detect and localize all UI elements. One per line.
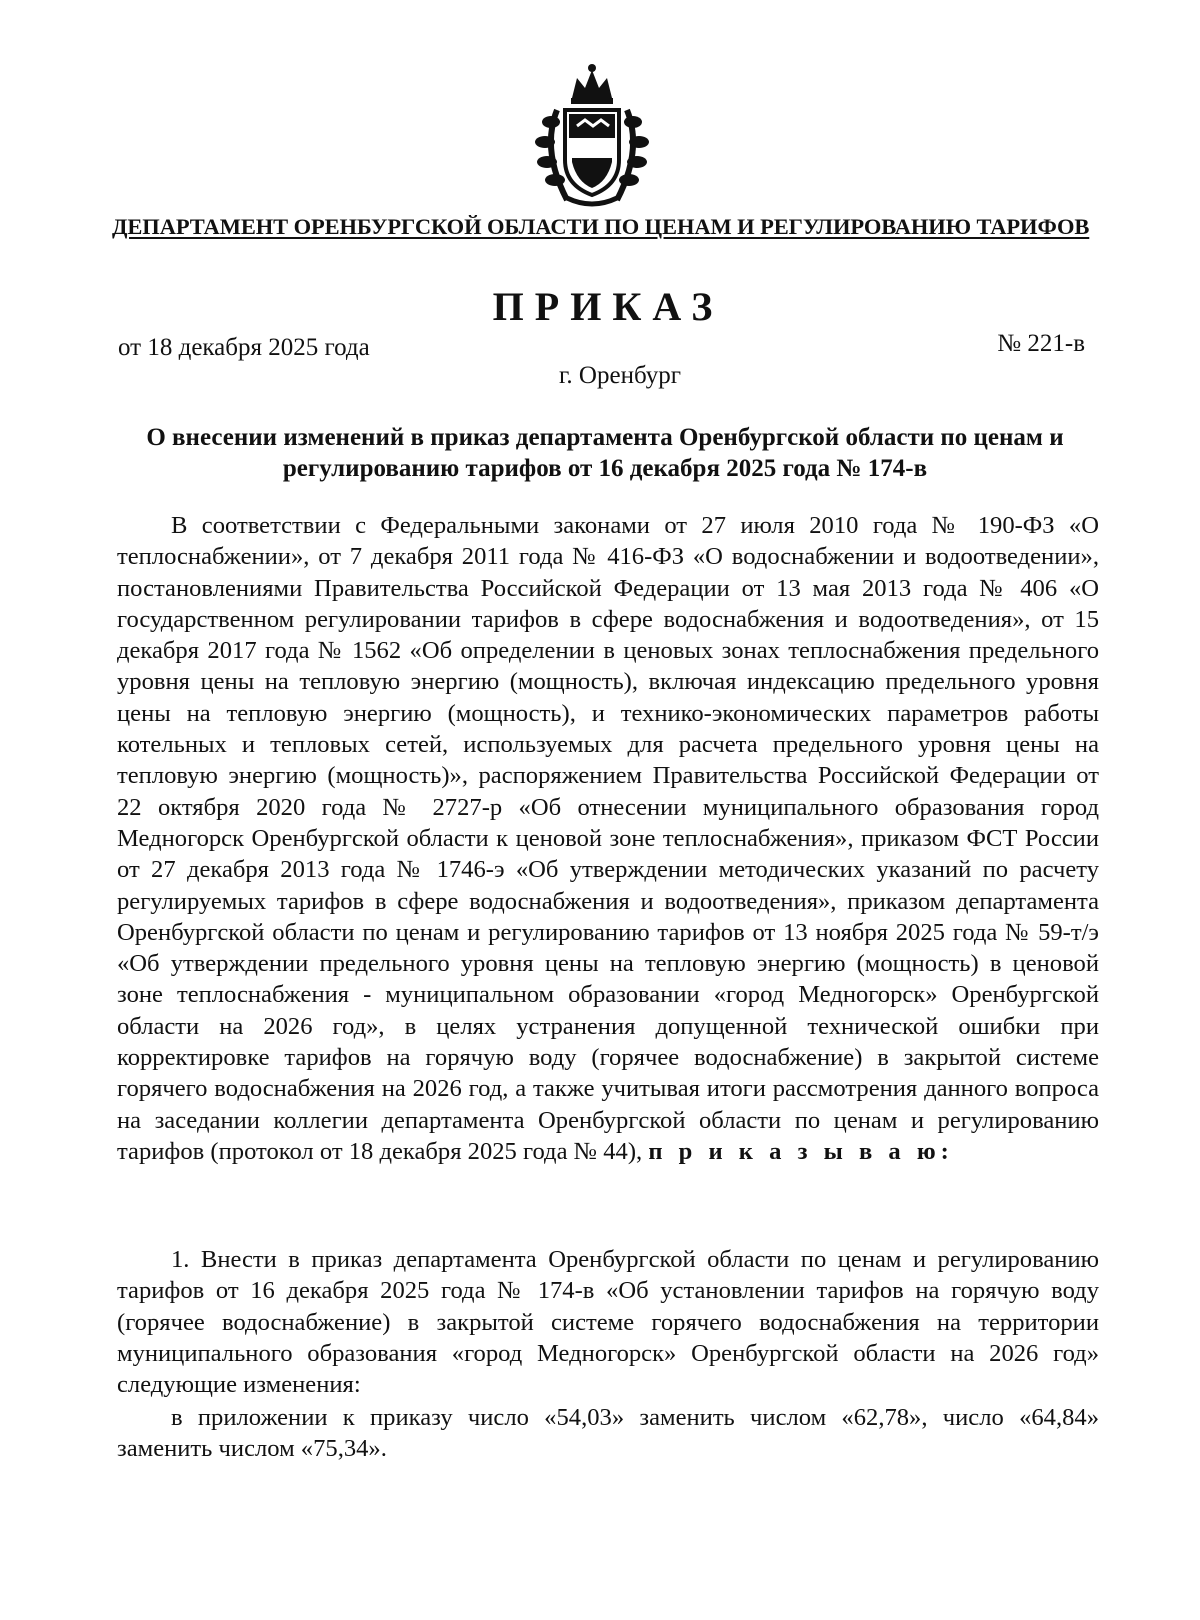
document-type-title: ПРИКАЗ (492, 284, 724, 329)
order-directive: п р и к а з ы в а ю: (648, 1137, 954, 1165)
item-1-paragraph (117, 1244, 1099, 1400)
item-1-text: 1. Внести в приказ департамента Оренбургской области по ценам и регулированию тарифов от 16 декабря 2025 года № 174-в «Об установлении тарифов на горячую воду (горячее водоснабжение) в закрытой системе горячего водоснабжения на территории муниципального образования «город Медногорск» Оренбургской области на 2026 год» следующие изменения: (117, 1246, 1099, 1399)
item-1-change-text: в приложении к приказу число «54,03» заменить числом «62,78», число «64,84» заменить числом «75,34». (117, 1404, 1099, 1463)
order-subject: О внесении изменений в приказ департамента Оренбургской области по ценам и регулированию тарифов от 16 декабря 2025 года № 174-в (146, 424, 1064, 482)
order-city: г. Оренбург (559, 362, 681, 389)
item-1-change-paragraph (117, 1402, 1099, 1465)
preamble-paragraph (117, 510, 1099, 1167)
order-number: № 221-в (997, 330, 1085, 357)
department-name: ДЕПАРТАМЕНТ ОРЕНБУРГСКОЙ ОБЛАСТИ ПО ЦЕНАМ И РЕГУЛИРОВАНИЮ ТАРИФОВ (112, 214, 1090, 239)
preamble-text: В соответствии с Федеральными законами от 27 июля 2010 года № 190-ФЗ «О теплоснабжении», от 7 декабря 2011 года № 416-ФЗ «О водоснабжении и водоотведении», постановлениями Правительства Российской Федерации от 13 мая 2013 года № 406 «О государственном регулировании тарифов в сфере водоснабжения и водоотведения», от 15 декабря 2017 года № 1562 «Об определении в ценовых зонах теплоснабжения предельного уровня цены на тепловую энергию (мощность), включая индексацию предельного уровня цены на тепловую энергию (мощность), и технико-экономических параметров работы котельных и тепловых сетей, используемых для расчета предельного уровня цены на тепловую энергию (мощность)», распоряжением Правительства Российской Федерации от 22 октября 2020 года № 2727-р «Об отнесении муниципального образования город Медногорск Оренбургской области к ценовой зоне теплоснабжения», приказом ФСТ России от 27 декабря 2013 года № 1746-э «Об утверждении методических указаний по расчету регулируемых тарифов в сфере водоснабжения и водоотведения», приказом департамента Оренбургской области по ценам и регулированию тарифов от 13 ноября 2025 года № 59-т/э «Об утверждении предельного уровня цены на тепловую энергию (мощность) в ценовой зоне теплоснабжения - муниципальном образовании «город Медногорск» Оренбургской области на 2026 год», в целях устранения допущенной технической ошибки при корректировке тарифов на горячую воду (горячее водоснабжение) в закрытой системе горячего водоснабжения на 2026 год, а также учитывая итоги рассмотрения данного вопроса на заседании коллегии департамента Оренбургской области по ценам и регулированию тарифов (протокол от 18 декабря 2025 года № 44), (117, 512, 1099, 1165)
order-date: от 18 декабря 2025 года (118, 334, 370, 361)
coat-of-arms-icon (527, 60, 657, 210)
